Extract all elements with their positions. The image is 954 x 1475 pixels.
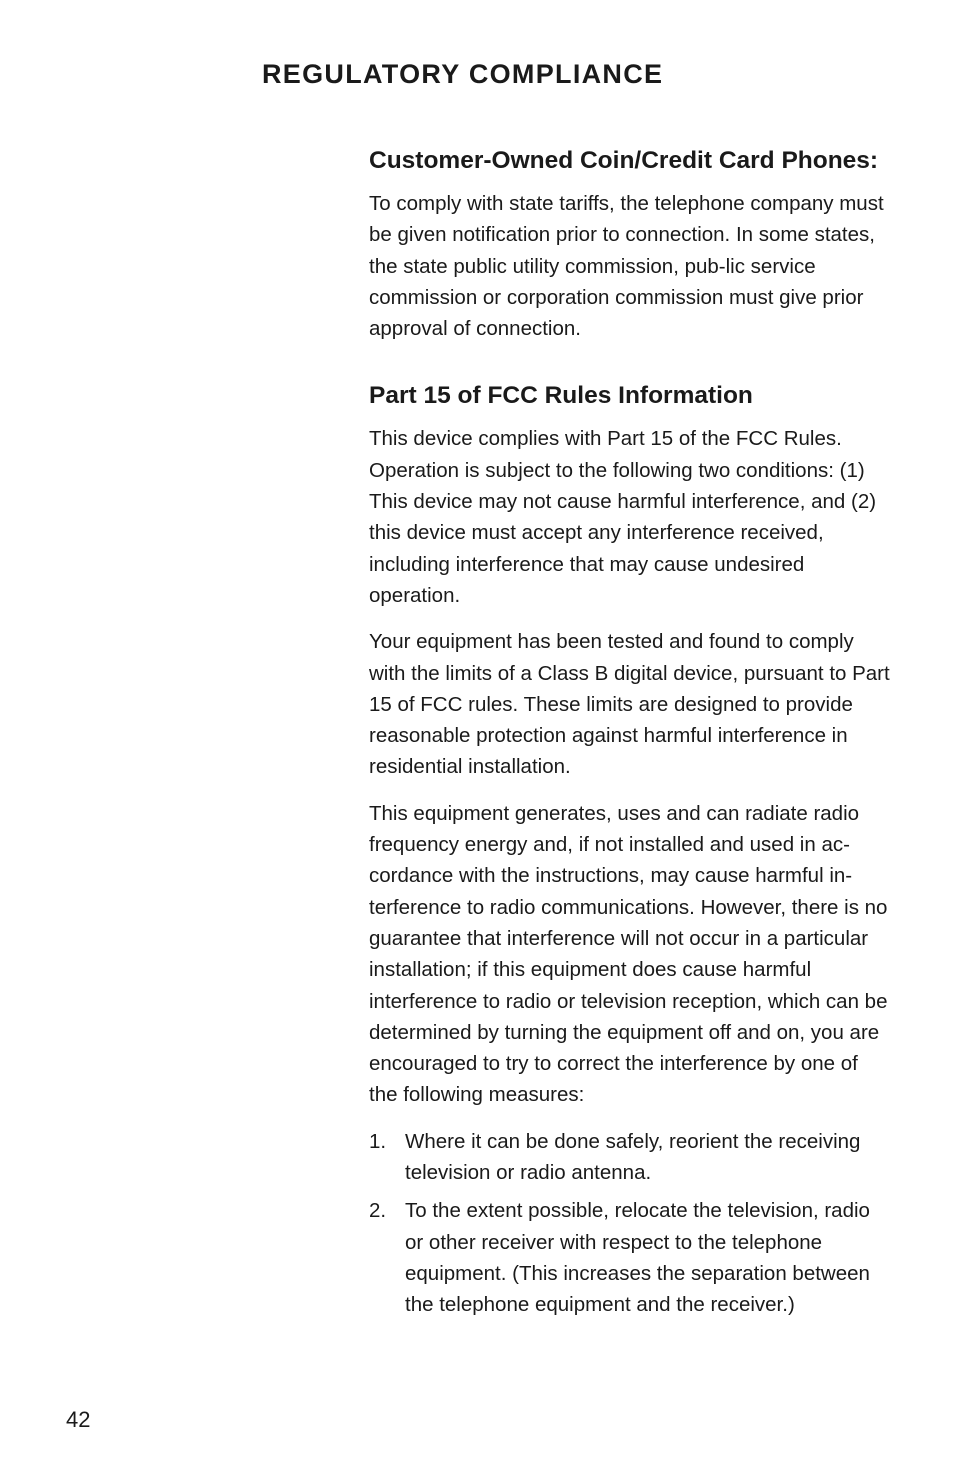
list-item [369,1195,891,1320]
list-item-number: 1. [369,1129,387,1153]
main-content [369,145,891,1328]
interference-paragraph: This equipment generates, uses and can radiate radio frequency energy and, if not installed and used in ac-cordance with the instructions, may cause harmful in-terference to radio communications. However, there is no guarantee that interference will not occur in a particular installation; if this equipment does cause harmful interference to radio or television reception, which can be determined by turning the equipment off and on, you are encouraged to try to correct the interference by one of the following measures: [369,801,888,1107]
coin-phones-paragraph: To comply with state tariffs, the telephone company must be given notification prior to connection. In some states, the state public utility commission, pub-lic service commission or corporation commission must give prior approval of connection. [369,192,884,341]
section-title-coin-phones: Customer-Owned Coin/Credit Card Phones: [369,147,879,174]
list-item [369,1126,891,1189]
section-title-fcc-part15: Part 15 of FCC Rules Information [369,382,753,410]
fcc-conditions-paragraph: This device complies with Part 15 of the FCC Rules. Operation is subject to the following two conditions: (1) This device may not cause harmful interference, and (2) this device must accept any interference received, including interference that may cause undesired operation. [369,427,877,607]
measures-list [369,1126,891,1321]
page-number: 42 [66,1407,91,1432]
page-heading: REGULATORY COMPLIANCE [262,59,664,89]
list-item-text: To the extent possible, relocate the television, radio or other receiver with respect to the telephone equipment. (This increases the separation between the telephone equipment and the receiver.) [405,1199,870,1317]
class-b-paragraph: Your equipment has been tested and found to comply with the limits of a Class B digital device, pursuant to Part 15 of FCC rules. These limits are designed to provide reasonable protection against harmful interference in residential installation. [369,630,890,779]
list-item-number: 2. [369,1199,387,1223]
list-item-text: Where it can be done safely, reorient the receiving television or radio antenna. [405,1129,861,1185]
